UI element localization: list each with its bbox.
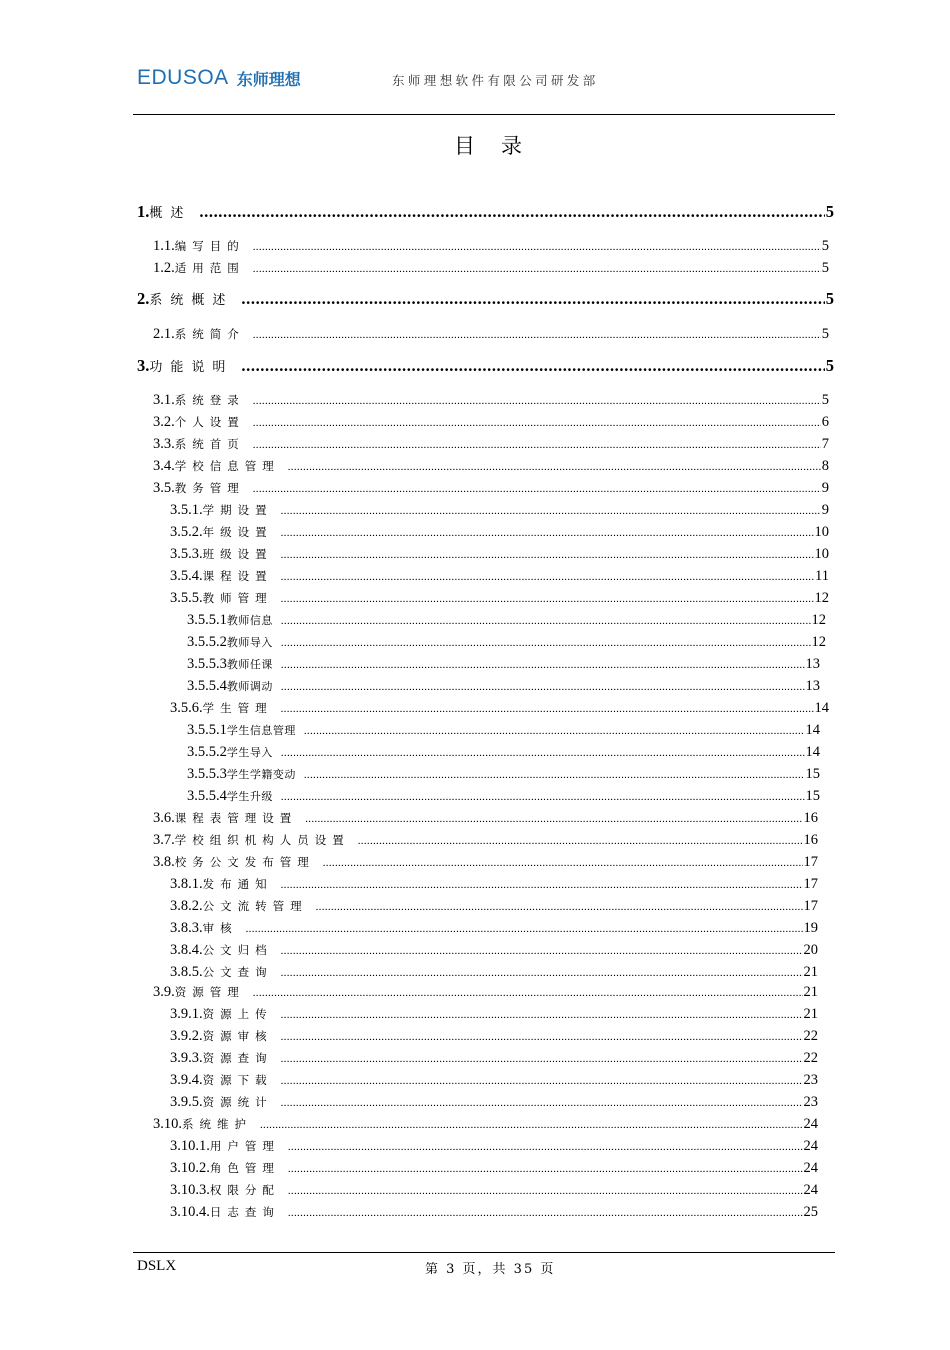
toc-leader-dots <box>241 289 824 309</box>
toc-entry-number: 3.6. <box>153 810 175 826</box>
toc-entry-number: 3.9.2. <box>170 1028 203 1044</box>
toc-entry-title: 学生导入 <box>226 746 273 759</box>
toc-leader-dots <box>246 923 803 935</box>
toc-leader-dots <box>305 813 802 825</box>
toc-leader-dots <box>199 202 824 222</box>
toc-entry[interactable] <box>170 590 829 609</box>
toc-entry-number: 3.10. <box>153 1116 182 1132</box>
toc-entry[interactable] <box>170 1182 818 1201</box>
toc-entry-title: 公文流转管理 <box>202 899 308 913</box>
toc-entry-title: 日志查询 <box>209 1205 280 1219</box>
page-title: 目录 <box>454 134 548 158</box>
toc-leader-dots <box>281 1097 803 1109</box>
toc-entry-page: 14 <box>805 744 820 760</box>
toc-entry[interactable] <box>187 788 820 807</box>
toc-entry-number: 3.8.1. <box>170 876 203 892</box>
toc-entry[interactable] <box>187 744 820 763</box>
toc-entry-title: 资源上传 <box>202 1007 273 1021</box>
logo-text: EDUSOA <box>137 66 229 89</box>
toc-entry[interactable] <box>170 700 829 719</box>
toc-entry-number: 3.2. <box>153 414 175 430</box>
toc-entry-number: 3.5.6. <box>170 700 203 716</box>
toc-entry-number: 3.5.5.2 <box>187 634 227 650</box>
toc-entry-title: 公文归档 <box>202 943 273 957</box>
toc-entry-page: 13 <box>805 656 820 672</box>
toc-entry[interactable] <box>187 766 820 785</box>
toc-entry[interactable] <box>170 1028 818 1047</box>
toc-leader-dots <box>281 505 821 517</box>
footer-divider <box>133 1252 835 1253</box>
toc-entry-title: 用户管理 <box>209 1139 280 1153</box>
toc-leader-dots <box>281 791 805 803</box>
toc-entry-title: 资源下载 <box>202 1073 273 1087</box>
toc-entry-page: 5 <box>821 326 829 342</box>
toc-entry[interactable] <box>170 920 818 939</box>
toc-entry[interactable] <box>153 810 818 829</box>
toc-entry[interactable] <box>170 1204 818 1223</box>
toc-entry-title: 系统登录 <box>174 393 245 407</box>
toc-entry-number: 3.5.4. <box>170 568 203 584</box>
toc-entry-page: 5 <box>825 289 834 308</box>
toc-entry-page: 8 <box>821 458 829 474</box>
toc-entry[interactable] <box>153 854 818 873</box>
toc-leader-dots <box>281 967 803 979</box>
toc-entry-number: 3.8. <box>153 854 175 870</box>
toc-leader-dots <box>253 417 821 429</box>
toc-entry[interactable] <box>187 612 826 631</box>
toc-entry-title: 教师信息 <box>226 614 273 627</box>
toc-entry-title: 系统维护 <box>182 1117 252 1131</box>
toc-entry-title: 资源查询 <box>202 1051 273 1065</box>
toc-entry-page: 5 <box>825 356 834 375</box>
toc-leader-dots <box>281 527 814 539</box>
toc-leader-dots <box>288 1163 803 1175</box>
toc-entry-title: 教务管理 <box>174 481 245 495</box>
toc-entry-title: 概述 <box>149 206 192 221</box>
toc-leader-dots <box>288 1185 803 1197</box>
toc-entry-number: 3.9. <box>153 984 175 1000</box>
toc-entry[interactable] <box>153 326 829 345</box>
toc-leader-dots <box>253 263 821 275</box>
toc-entry-title: 教师管理 <box>202 591 273 605</box>
toc-leader-dots <box>281 879 803 891</box>
toc-entry-title: 系统简介 <box>174 327 245 341</box>
toc-entry-title: 班级设置 <box>202 547 273 561</box>
toc-entry-page: 19 <box>803 920 818 936</box>
toc-entry-page: 11 <box>815 568 829 584</box>
toc-entry-number: 3.7. <box>153 832 175 848</box>
toc-entry[interactable] <box>153 458 829 477</box>
toc-leader-dots <box>288 1207 803 1219</box>
toc-entry-number: 3.5. <box>153 480 175 496</box>
toc-entry[interactable] <box>153 984 818 1003</box>
toc-entry-title: 资源管理 <box>174 985 245 999</box>
toc-entry-number: 3.8.2. <box>170 898 203 914</box>
toc-entry-page: 24 <box>803 1182 818 1198</box>
header-company-text: 东师理想软件有限公司研发部 <box>392 73 599 88</box>
toc-entry[interactable] <box>137 289 834 311</box>
toc-leader-dots <box>323 857 803 869</box>
toc-entry-number: 3.9.4. <box>170 1072 203 1088</box>
toc-entry-number: 1.1. <box>153 238 175 254</box>
toc-entry-page: 10 <box>814 524 829 540</box>
toc-entry[interactable] <box>153 414 829 433</box>
toc-leader-dots <box>281 703 814 715</box>
toc-entry-page: 5 <box>821 392 829 408</box>
footer-page-number: 第 3 页，共 35 页 <box>425 1262 556 1277</box>
toc-leader-dots <box>281 1053 803 1065</box>
toc-leader-dots <box>253 241 821 253</box>
toc-entry-title: 权限分配 <box>209 1183 280 1197</box>
toc-entry-number: 3.10.2. <box>170 1160 210 1176</box>
toc-entry-page: 17 <box>803 876 818 892</box>
toc-entry-page: 22 <box>803 1050 818 1066</box>
toc-leader-dots <box>304 769 805 781</box>
toc-entry[interactable] <box>170 942 818 961</box>
toc-entry[interactable] <box>137 356 834 378</box>
toc-entry-page: 10 <box>814 546 829 562</box>
toc-entry-title: 发布通知 <box>202 877 273 891</box>
toc-entry-number: 3.1. <box>153 392 175 408</box>
toc-entry[interactable] <box>153 832 818 851</box>
toc-entry-page: 21 <box>803 984 818 1000</box>
toc-entry-number: 1. <box>137 202 150 221</box>
toc-entry-number: 3.5.5.1 <box>187 612 227 628</box>
toc-entry-page: 9 <box>821 502 829 518</box>
toc-entry-title: 编写目的 <box>174 239 245 253</box>
toc-entry-title: 资源审核 <box>202 1029 273 1043</box>
toc-entry-number: 3.9.3. <box>170 1050 203 1066</box>
toc-entry[interactable] <box>153 392 829 411</box>
toc-leader-dots <box>281 549 814 561</box>
toc-entry-title: 学校组织机构人员设置 <box>174 833 350 847</box>
toc-entry-page: 15 <box>805 766 820 782</box>
toc-entry-number: 2. <box>137 289 150 308</box>
toc-entry-title: 系统首页 <box>174 437 245 451</box>
toc-entry[interactable] <box>170 1138 818 1157</box>
toc-entry-page: 24 <box>803 1160 818 1176</box>
toc-entry-title: 学生学籍变动 <box>226 768 296 781</box>
toc-entry-page: 5 <box>821 260 829 276</box>
toc-entry-page: 13 <box>805 678 820 694</box>
toc-leader-dots <box>281 945 803 957</box>
toc-entry[interactable] <box>153 1116 818 1135</box>
toc-entry[interactable] <box>137 202 834 224</box>
toc-entry-page: 14 <box>805 722 820 738</box>
toc-entry-number: 3.10.3. <box>170 1182 210 1198</box>
toc-entry-title: 学期设置 <box>202 503 273 517</box>
toc-leader-dots <box>253 439 821 451</box>
toc-entry-number: 3.5.3. <box>170 546 203 562</box>
toc-entry[interactable] <box>153 238 829 257</box>
toc-entry-page: 20 <box>803 942 818 958</box>
toc-entry-number: 3.8.3. <box>170 920 203 936</box>
toc-entry-title: 课程设置 <box>202 569 273 583</box>
toc-entry-page: 5 <box>825 202 834 221</box>
toc-entry-number: 3.5.5.3 <box>187 656 227 672</box>
toc-entry[interactable] <box>170 568 829 587</box>
toc-entry-page: 7 <box>821 436 829 452</box>
toc-leader-dots <box>241 356 824 376</box>
toc-leader-dots <box>253 483 821 495</box>
toc-entry-page: 14 <box>814 700 829 716</box>
toc-entry-title: 系统概述 <box>149 293 234 308</box>
toc-leader-dots <box>253 395 821 407</box>
toc-entry-number: 3.5.1. <box>170 502 203 518</box>
toc-entry-number: 3.5.5.4 <box>187 788 227 804</box>
toc-entry[interactable] <box>187 722 820 741</box>
toc-entry-page: 12 <box>811 612 826 628</box>
toc-leader-dots <box>281 571 814 583</box>
toc-entry-title: 课程表管理设置 <box>174 811 298 825</box>
toc-entry[interactable] <box>187 634 826 653</box>
toc-entry-title: 教师调动 <box>226 680 273 693</box>
toc-entry-page: 21 <box>803 1006 818 1022</box>
toc-entry-page: 23 <box>803 1094 818 1110</box>
toc-entry[interactable] <box>153 480 829 499</box>
toc-leader-dots <box>281 1075 803 1087</box>
toc-leader-dots <box>281 615 811 627</box>
toc-leader-dots <box>260 1119 803 1131</box>
logo-cn-text: 东师理想 <box>236 69 301 89</box>
toc-entry-number: 3.5.5.3 <box>187 766 227 782</box>
toc-entry-title: 公文查询 <box>202 965 273 979</box>
toc-entry-number: 3.5.5.4 <box>187 678 227 694</box>
toc-entry-number: 3.5.5.1 <box>187 722 227 738</box>
toc-entry-title: 学校信息管理 <box>174 459 280 473</box>
toc-entry-page: 15 <box>805 788 820 804</box>
toc-entry-page: 5 <box>821 238 829 254</box>
toc-leader-dots <box>281 1031 803 1043</box>
toc-entry-number: 3.5.5.2 <box>187 744 227 760</box>
toc-entry[interactable] <box>170 524 829 543</box>
toc-entry-number: 2.1. <box>153 326 175 342</box>
toc-entry-page: 21 <box>803 964 818 980</box>
toc-entry-number: 3. <box>137 356 150 375</box>
toc-entry[interactable] <box>170 1094 818 1113</box>
toc-entry-number: 3.3. <box>153 436 175 452</box>
toc-entry-number: 3.5.5. <box>170 590 203 606</box>
toc-entry-number: 3.10.4. <box>170 1204 210 1220</box>
toc-entry-page: 24 <box>803 1116 818 1132</box>
toc-entry[interactable] <box>153 436 829 455</box>
toc-entry-title: 适用范围 <box>174 261 245 275</box>
toc-entry-title: 教师导入 <box>226 636 273 649</box>
toc-entry[interactable] <box>170 1160 818 1179</box>
toc-entry-page: 6 <box>821 414 829 430</box>
toc-leader-dots <box>253 329 821 341</box>
toc-entry-title: 学生管理 <box>202 701 273 715</box>
toc-entry-number: 3.8.5. <box>170 964 203 980</box>
toc-entry-page: 17 <box>803 854 818 870</box>
toc-leader-dots <box>281 747 805 759</box>
toc-entry-page: 25 <box>803 1204 818 1220</box>
toc-entry-page: 9 <box>821 480 829 496</box>
toc-entry[interactable] <box>187 678 820 697</box>
toc-leader-dots <box>281 681 805 693</box>
toc-leader-dots <box>281 659 805 671</box>
toc-leader-dots <box>358 835 803 847</box>
toc-leader-dots <box>288 461 821 473</box>
toc-leader-dots <box>281 637 811 649</box>
toc-entry-number: 3.4. <box>153 458 175 474</box>
toc-entry-page: 17 <box>803 898 818 914</box>
toc-entry-title: 教师任课 <box>226 658 273 671</box>
toc-leader-dots <box>288 1141 803 1153</box>
toc-entry-number: 3.9.5. <box>170 1094 203 1110</box>
toc-entry[interactable] <box>170 1006 818 1025</box>
toc-entry-title: 校务公文发布管理 <box>174 855 315 869</box>
toc-entry-page: 24 <box>803 1138 818 1154</box>
toc-entry[interactable] <box>170 546 829 565</box>
toc-entry-page: 16 <box>803 810 818 826</box>
toc-entry-title: 学生信息管理 <box>226 724 296 737</box>
toc-entry-number: 3.5.2. <box>170 524 203 540</box>
toc-leader-dots <box>253 987 803 999</box>
toc-entry[interactable] <box>170 1072 818 1091</box>
toc-entry-number: 3.10.1. <box>170 1138 210 1154</box>
toc-entry-page: 12 <box>814 590 829 606</box>
toc-entry[interactable] <box>170 964 818 983</box>
toc-entry[interactable] <box>170 1050 818 1069</box>
toc-entry[interactable] <box>170 898 818 917</box>
toc-entry-title: 角色管理 <box>209 1161 280 1175</box>
toc-entry-page: 23 <box>803 1072 818 1088</box>
footer-doc-code: DSLX <box>137 1258 177 1274</box>
toc-entry-number: 1.2. <box>153 260 175 276</box>
toc-entry[interactable] <box>187 656 820 675</box>
toc-entry-page: 22 <box>803 1028 818 1044</box>
toc-entry-number: 3.8.4. <box>170 942 203 958</box>
toc-leader-dots <box>304 725 805 737</box>
toc-leader-dots <box>281 593 814 605</box>
toc-entry-title: 学生升级 <box>226 790 273 803</box>
toc-entry-number: 3.9.1. <box>170 1006 203 1022</box>
toc-entry-page: 16 <box>803 832 818 848</box>
toc-entry-title: 个人设置 <box>174 415 245 429</box>
toc-entry-title: 年级设置 <box>202 525 273 539</box>
toc-entry-title: 审核 <box>202 921 238 935</box>
toc-entry-page: 12 <box>811 634 826 650</box>
toc-entry[interactable] <box>170 876 818 895</box>
toc-entry[interactable] <box>153 260 829 279</box>
toc-entry[interactable] <box>170 502 829 521</box>
toc-leader-dots <box>281 1009 803 1021</box>
toc-leader-dots <box>316 901 803 913</box>
toc-entry-title: 资源统计 <box>202 1095 273 1109</box>
toc-entry-title: 功能说明 <box>149 360 234 375</box>
